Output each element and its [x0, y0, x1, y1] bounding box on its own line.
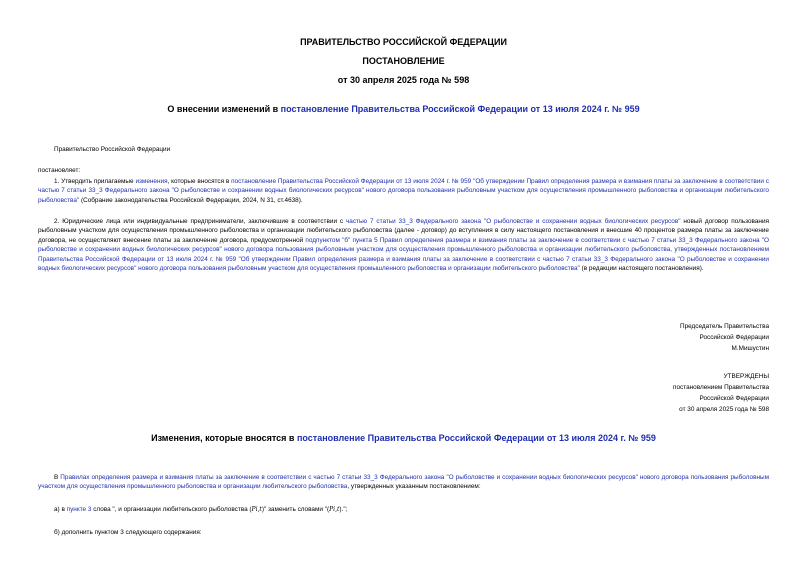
- point-3-link[interactable]: пункте 3: [66, 506, 92, 513]
- p1-text: 1. Утвердить прилагаемые: [54, 178, 136, 185]
- paragraph-2: [38, 217, 769, 273]
- document-title: [0, 104, 807, 114]
- change-a-text: слова ", и организации любительского рыболовства (: [91, 506, 252, 513]
- change-a-text: )" заменить словами "(: [261, 506, 330, 513]
- change-item-a: [54, 505, 769, 514]
- title-link[interactable]: постановление Правительства Российской Федерации от 13 июля 2024 г. № 959: [280, 104, 640, 114]
- formula-p-it-2: Pi,t: [329, 506, 340, 513]
- title-prefix: О внесении изменений в: [167, 104, 281, 114]
- change-a-text: а) в: [54, 506, 67, 513]
- changes-title-link[interactable]: постановление Правительства Российской Федерации от 13 июля 2024 г. № 959: [296, 433, 656, 443]
- approval-date-number: от 30 апреля 2025 года № 598: [679, 406, 769, 413]
- point-3-1-ref: пунктом 3: [94, 529, 124, 536]
- approval-line-2: постановлением Правительства: [673, 384, 769, 391]
- p1-text: , которые вносятся в: [167, 178, 232, 185]
- paragraph-1: [38, 177, 769, 205]
- changes-intro-text: , утвержденных указанным постановлением:: [347, 483, 481, 491]
- changes-title: [0, 433, 807, 443]
- change-item-b: [54, 528, 769, 537]
- approval-heading: УТВЕРЖДЕНЫ: [723, 373, 769, 380]
- change-b-text: следующего содержания:: [123, 529, 202, 536]
- signature-name: М.Мишустин: [731, 345, 769, 352]
- document-type: ПОСТАНОВЛЕНИЕ: [362, 56, 445, 66]
- p2-rules-link[interactable]: подпунктом "б" пункта 5 Правил определения размера и взимания платы за заключение в соответствии с частью 7 статьи 33_3 Федерального закона "О рыболовстве и сохранении водных биологических ресурсов" нового договора пользования рыболовным участком для осуществления промышленного рыболовства и организации любительского рыболовства: [38, 236, 769, 254]
- formula-p-it: Pi,t: [251, 506, 262, 513]
- approval-line-3: Российской Федерации: [699, 395, 769, 402]
- p1-changes-link[interactable]: изменения: [135, 178, 168, 185]
- p2-text: новый договор пользования рыболовным участком для осуществления промышленного рыболовства и организации любительского рыболовства (далее - договор) до вступления в силу настоящего постановления и внесшие 40 процентов размера платы за заключение договора, не осуществляют внесение платы за заключение договора, предусмотренной: [38, 218, 769, 244]
- document-date-number: от 30 апреля 2025 года № 598: [337, 75, 470, 85]
- p2-resolution-link[interactable]: , утвержденных постановлением Правительства Российской Федерации от 13 июля 2024 г. № 959 "Об утверждении Правил определения размера и взимания платы за заключение в соответствии с частью 7 статьи 33_3 Федерального закона "О рыболовстве и сохранении водных биологических ресурсов" нового договора пользования рыболовным участком для осуществления промышленного рыболовства и организации любительского рыболовства": [38, 246, 769, 273]
- changes-intro: [38, 473, 769, 492]
- p1-resolution-link[interactable]: постановление Правительства Российской Федерации от 13 июля 2024 г. № 959 "Об утверждении Правил определения размера и взимания платы за заключение в соответствии с частью 7 статьи 33_3 Федерального закона "О рыболовстве и сохранении водных биологических ресурсов" нового договора пользования рыболовным участком для осуществления промышленного рыболовства и организации любительского рыболовства": [38, 178, 770, 204]
- p1-text: (Собрание законодательства Российской Федерации, 2024, N 31, ст.4638).: [79, 196, 303, 204]
- change-a-text: ).";: [339, 506, 348, 513]
- rules-link[interactable]: Правилах определения размера и взимания платы за заключение в соответствии с частью 7 статьи 33_3 Федерального закона "О рыболовстве и сохранении водных биологических ресурсов" нового договора пользования рыболовным участком для осуществления промышленного рыболовства и организации любительского рыболовства: [38, 474, 769, 491]
- decides-text: постановляет:: [38, 167, 81, 174]
- changes-intro-text: В: [54, 474, 61, 481]
- changes-title-prefix: Изменения, которые вносятся в: [151, 433, 297, 443]
- p2-text: 2. Юридические лица или индивидуальные предприниматели, заключившие в соответствии с: [54, 218, 346, 225]
- p2-text: (в редакции настоящего постановления).: [579, 265, 704, 273]
- issuer-text: Правительство Российской Федерации: [54, 146, 171, 153]
- approval-block: [673, 371, 769, 415]
- government-heading: ПРАВИТЕЛЬСТВО РОССИЙСКОЙ ФЕДЕРАЦИИ: [300, 37, 507, 47]
- signature-position-2: Российской Федерации: [699, 334, 769, 341]
- signature-block: [680, 321, 769, 354]
- signature-position: Председатель Правительства: [680, 323, 769, 330]
- p2-law-link[interactable]: частью 7 статьи 33_3 Федерального закона "О рыболовстве и сохранении водных биологических ресурсов": [345, 218, 681, 225]
- change-b-text: б) дополнить: [54, 529, 95, 536]
